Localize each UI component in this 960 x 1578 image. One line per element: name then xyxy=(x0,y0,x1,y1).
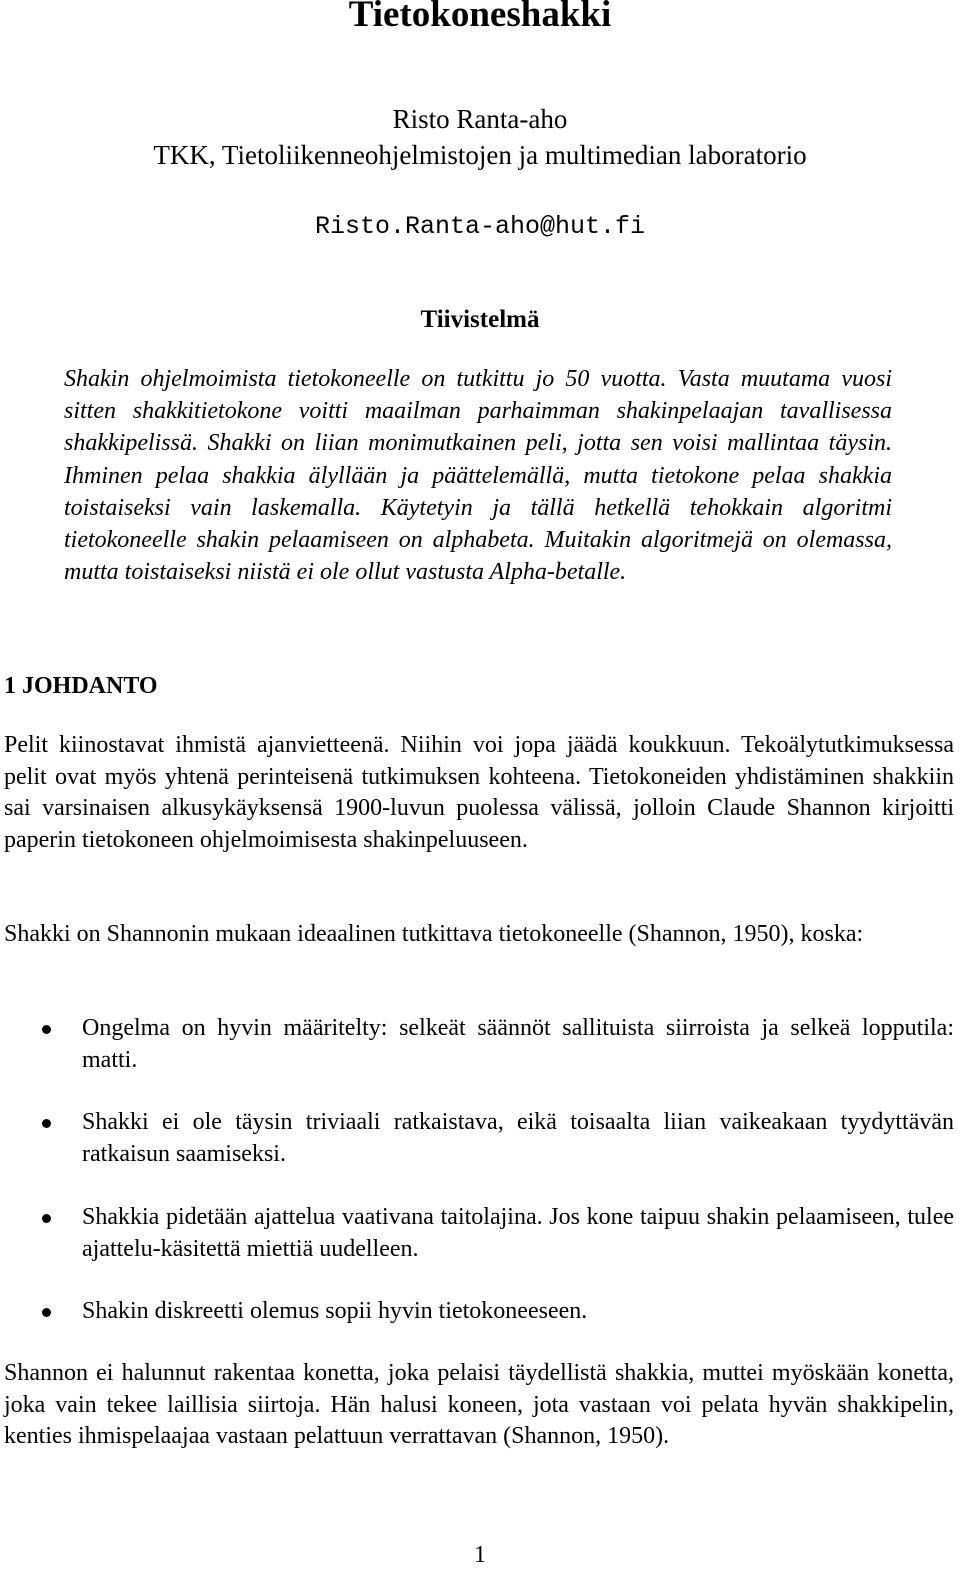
list-item-text: Shakkia pidetään ajattelua vaativana taitolajina. Jos kone taipuu shakin pelaamiseen, tulee ajattelu-käsitettä miettiä uudelleen. xyxy=(82,1204,954,1262)
list-item-text: Shakki ei ole täysin triviaali ratkaistava, eikä toisaalta liian vaikeakaan tyydyttävän ratkaisun saamiseksi. xyxy=(82,1109,954,1167)
list-item-text: Ongelma on hyvin määritelty: selkeät säännöt sallituista siirroista ja selkeä lopputila: matti. xyxy=(82,1015,954,1073)
intro-paragraph-3: Shannon ei halunnut rakentaa konetta, joka pelaisi täydellistä shakkia, muttei myöskään konetta, joka vain tekee laillisia siirtoja. Hän halusi koneen, jota vastaan voi pelata hyvän shakkipelin, kenties ihmispelaajaa vastaan pelattuun verrattavan (Shannon, 1950). xyxy=(4,1360,954,1450)
bullet-icon xyxy=(42,1025,51,1034)
bullet-icon xyxy=(42,1214,51,1223)
bullet-icon xyxy=(42,1119,51,1128)
intro-paragraph-2: Shakki on Shannonin mukaan ideaalinen tutkittava tietokoneelle (Shannon, 1950), koska: xyxy=(4,921,864,947)
abstract-text: Shakin ohjelmoimista tietokoneelle on tutkittu jo 50 vuotta. Vasta muutama vuosi sitten shakkitietokone voitti maailman parhaimman shakinpelaajan tavallisessa shakkipelissä. Shakki on liian monimutkainen peli, jotta sen voisi mallintaa täysin. Ihminen pelaa shakkia älyllään ja päättelemällä, mutta tietokone pelaa shakkia toistaiseksi vain laskemalla. Käytetyin ja tällä hetkellä tehokkain algoritmi tietokoneelle shakin pelaamiseen on alphabeta. Muitakin algoritmejä on olemassa, mutta toistaiseksi niistä ei ole ollut vastusta Alpha-betalle. xyxy=(64,366,892,586)
intro-paragraph-1: Pelit kiinostavat ihmistä ajanvietteenä. Niihin voi jopa jäädä koukkuun. Tekoälytutkimuksessa pelit ovat myös yhtenä perinteisenä tutkimuksen kohteena. Tietokoneiden yhdistäminen shakkiin sai varsinaisen alkusykäyksensä 1900-luvun puolessa välissä, jolloin Claude Shannon kirjoitti paperin tietokoneen ohjelmoimisesta shakinpeluuseen. xyxy=(4,732,954,853)
page-number: 1 xyxy=(474,1542,486,1568)
author-affiliation: TKK, Tietoliikenneohjelmistojen ja multimedian laboratorio xyxy=(153,140,807,170)
author-name: Risto Ranta-aho xyxy=(392,104,568,134)
section-heading-introduction: 1 JOHDANTO xyxy=(4,673,158,699)
list-item-text: Shakin diskreetti olemus sopii hyvin tietokoneeseen. xyxy=(82,1298,588,1324)
bullet-icon xyxy=(42,1308,51,1317)
paper-title: Tietokoneshakki xyxy=(348,0,612,35)
author-email: Risto.Ranta-aho@hut.fi xyxy=(314,212,646,241)
abstract-heading: Tiivistelmä xyxy=(420,306,540,333)
